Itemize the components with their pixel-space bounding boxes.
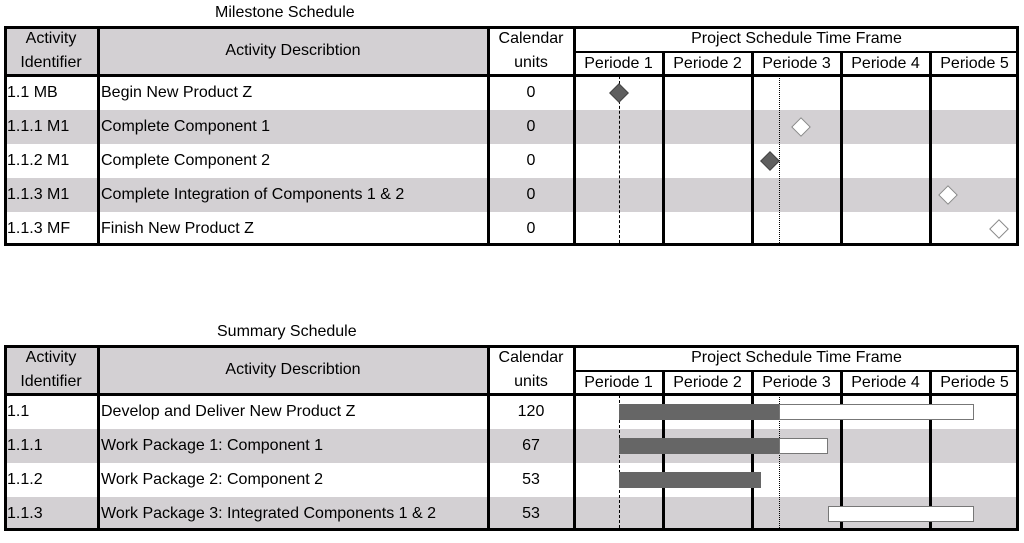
milestone-diamond — [609, 83, 629, 103]
milestone-schedule-table — [4, 26, 1019, 246]
calendar-units-cell: 53 — [522, 471, 540, 488]
period-header-3: Periode 3 — [752, 52, 841, 76]
calendar-units-cell: 67 — [522, 437, 540, 454]
milestone-diamond — [760, 151, 780, 171]
grid-line — [4, 345, 1019, 348]
calendar-units-header: Calendar units — [488, 26, 574, 76]
activity-id-cell: 1.1.3 M1 — [7, 186, 70, 203]
calendar-units-header: Calendar units — [488, 345, 574, 395]
grid-line — [840, 52, 843, 246]
grid-line — [751, 52, 754, 246]
activity-description-cell: Work Package 1: Component 1 — [101, 437, 324, 454]
grid-line — [487, 26, 490, 246]
remaining-bar — [779, 438, 828, 454]
activity-description-cell: Complete Component 1 — [101, 118, 270, 135]
period-header-5: Periode 5 — [930, 52, 1019, 76]
milestone-diamond — [990, 219, 1010, 239]
calendar-units-cell: 120 — [517, 403, 545, 420]
activity-description-cell: Complete Component 2 — [101, 152, 270, 169]
activity-id-cell: 1.1 — [7, 403, 30, 420]
summary-schedule-table — [4, 345, 1019, 531]
grid-line — [4, 74, 1019, 77]
remaining-bar — [828, 506, 975, 522]
grid-line — [4, 345, 7, 531]
progress-bar — [619, 404, 779, 420]
summary-schedule-title: Summary Schedule — [217, 323, 357, 340]
activity-description-cell: Finish New Product Z — [101, 220, 254, 237]
grid-line — [1016, 345, 1019, 531]
activity-id-cell: 1.1.1 — [7, 437, 43, 454]
period-header-2: Periode 2 — [663, 371, 752, 395]
period-header-1: Periode 1 — [574, 371, 663, 395]
grid-line — [487, 345, 490, 531]
calendar-units-cell: 0 — [526, 220, 536, 237]
progress-bar — [619, 472, 761, 488]
activity-description-cell: Complete Integration of Components 1 & 2 — [101, 186, 405, 203]
calendar-units-cell: 0 — [526, 152, 536, 169]
progress-bar — [619, 438, 779, 454]
activity-description-cell: Work Package 2: Component 2 — [101, 471, 324, 488]
grid-line — [574, 370, 1019, 372]
activity-description-cell: Begin New Product Z — [101, 84, 253, 101]
activity-id-cell: 1.1.3 MF — [7, 220, 71, 237]
activity-id-cell: 1.1.2 M1 — [7, 152, 70, 169]
grid-line — [4, 528, 1019, 531]
time-frame-header: Project Schedule Time Frame — [574, 345, 1019, 371]
activity-description-header: Activity Describtion — [98, 26, 488, 76]
activity-id-cell: 1.1.2 — [7, 471, 43, 488]
activity-description-cell: Develop and Deliver New Product Z — [101, 403, 356, 420]
grid-line — [97, 345, 100, 531]
time-frame-header: Project Schedule Time Frame — [574, 26, 1019, 52]
calendar-units-cell: 0 — [526, 186, 536, 203]
milestone-schedule-title: Milestone Schedule — [215, 4, 355, 21]
remaining-bar — [779, 404, 975, 420]
activity-identifier-header: Activity Identifier — [4, 26, 98, 76]
grid-line — [4, 26, 7, 246]
activity-description-header: Activity Describtion — [98, 345, 488, 395]
activity-id-cell: 1.1 MB — [7, 84, 58, 101]
period-header-4: Periode 4 — [841, 52, 930, 76]
grid-line — [573, 26, 576, 246]
grid-line — [574, 51, 1019, 53]
grid-line — [4, 26, 1019, 29]
period-header-4: Periode 4 — [841, 371, 930, 395]
period-header-1: Periode 1 — [574, 52, 663, 76]
activity-id-cell: 1.1.1 M1 — [7, 118, 70, 135]
grid-line — [4, 243, 1019, 246]
calendar-units-cell: 0 — [526, 84, 536, 101]
period-header-3: Periode 3 — [752, 371, 841, 395]
grid-line — [4, 393, 1019, 396]
grid-line — [662, 52, 665, 246]
activity-id-cell: 1.1.3 — [7, 505, 43, 522]
grid-line — [573, 345, 576, 531]
period-header-2: Periode 2 — [663, 52, 752, 76]
period-header-5: Periode 5 — [930, 371, 1019, 395]
activity-identifier-header: Activity Identifier — [4, 345, 98, 395]
calendar-units-cell: 53 — [522, 505, 540, 522]
grid-line — [929, 52, 932, 246]
activity-description-cell: Work Package 3: Integrated Components 1 & 2 — [101, 505, 437, 522]
grid-line — [1016, 26, 1019, 246]
grid-line — [97, 26, 100, 246]
calendar-units-cell: 0 — [526, 118, 536, 135]
